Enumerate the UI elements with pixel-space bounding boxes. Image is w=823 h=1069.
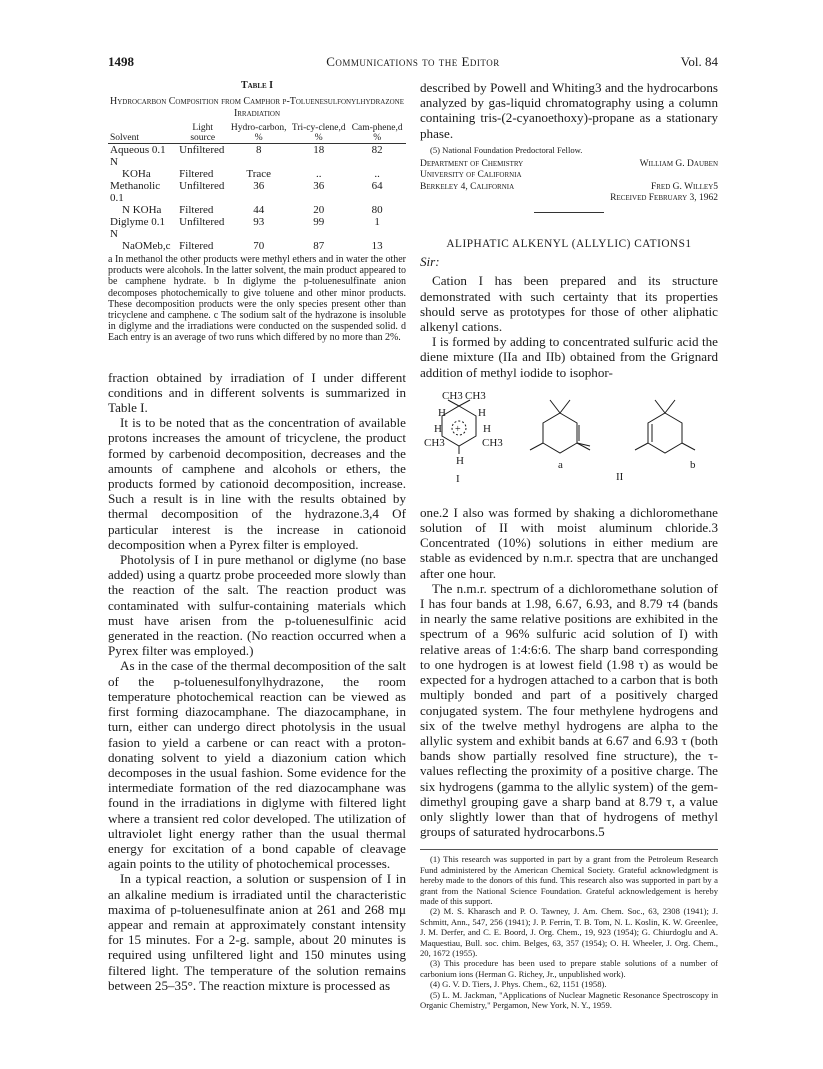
table-cell: 93: [253, 216, 265, 228]
affiliation-block: [420, 159, 718, 204]
data-table: [108, 124, 406, 252]
footnote: (4) G. V. D. Tiers, J. Phys. Chem., 62, 1151 (1958).: [430, 979, 607, 990]
table-cell: Filtered: [179, 204, 214, 216]
table-cell: 44: [253, 204, 265, 216]
table-row: [108, 168, 406, 180]
h-label: H: [456, 454, 464, 467]
table-cell: 18: [313, 144, 325, 156]
h-label: H: [434, 422, 442, 435]
body-paragraph: In a typical reaction, a solution or suspension of I in an alkaline medium is irradiated until the characteristic maxima of p-toluenesulfinate anion at 261 and 268 mμ appear and remain at approximately constant intensity for 15 minutes. For a 2-g. sample, about 20 minutes is required using unfiltered light and 150 minutes using filtered light. The temperature of the solution remains between 25–35°. The reaction mixture is processed as: [108, 871, 406, 993]
table-cell: KOHa: [122, 168, 151, 180]
section-divider: [534, 212, 604, 213]
table-cell: 99: [313, 216, 325, 228]
structure-label-b: b: [690, 458, 696, 471]
table-cell: ..: [374, 168, 380, 180]
table-cell: 70: [253, 240, 265, 252]
fellowship-footnote: [420, 145, 718, 155]
structure-IIa: [530, 400, 590, 453]
table-cell: Unfiltered: [179, 216, 225, 228]
table-cell: Trace: [246, 168, 272, 180]
body-paragraph: Photolysis of I in pure methanol or diglyme (no base added) using a quartz probe proceeded more slowly than the reaction of the salt. The reaction product was contaminated with sulfur-containing materials which must have arisen from the p-toluenesulfinic acid generated in the reaction. (No reaction occurred when a Pyrex filter was employed.): [108, 552, 406, 659]
table-cell: 8: [255, 144, 262, 156]
structure-label-I: I: [456, 472, 460, 485]
table-row: [108, 204, 406, 216]
article-title: ALIPHATIC ALKENYL (ALLYLIC) CATIONS1: [446, 238, 692, 251]
footnote-text: (5) National Foundation Predoctoral Fellow.: [430, 144, 583, 155]
footnote: (2) M. S. Kharasch and P. O. Tawney, J. Am. Chem. Soc., 63, 2308 (1941); J. Schmitt, Ann., 547, 256 (1941); J. P. Ferrin, T. B. Tom, N. L. Koslin, K. W. Greenlee, J. M. Derfer, and C. E. Boord, J. Org. Chem., 19, 923 (1954); G. Chiurdoglu and A. Maquestiau, Bull. soc. chim. Belges, 63, 357 (1954); O. H. Wheeler, J. Org. Chem., 20, 1672 (1955).: [420, 906, 718, 958]
table-header-cell: Light source: [190, 123, 216, 143]
table-header-cell: Solvent: [110, 132, 140, 143]
running-head: Communications to the Editor: [326, 54, 500, 69]
ch3-label: CH3: [442, 389, 463, 402]
structure-label-II: II: [616, 470, 624, 483]
table-cell: 87: [313, 240, 325, 252]
body-paragraph: one.2 I also was formed by shaking a dichloromethane solution of II with moist aluminum chloride.3 Concentrated (10%) solutions in either medium are stable as evidenced by n.m.r. spectra that are unchanged after one hour.: [420, 504, 718, 581]
table-title: Hydrocarbon Composition from Camphor p-Toluenesulfonylhydrazone Irradiation: [110, 96, 404, 119]
department: Department of Chemistry: [420, 159, 524, 170]
table-cell: 82: [371, 144, 383, 156]
table-cell: 80: [371, 204, 383, 216]
table-cell: 1: [374, 216, 380, 228]
footnote: (3) This procedure has been used to prepare stable solutions of a number of carbonium ions (Herman G. Richey, Jr., unpublished work).: [420, 958, 718, 979]
table-cell: Unfiltered: [179, 180, 225, 192]
table-cell: 64: [371, 180, 383, 192]
table-cell: Filtered: [179, 168, 214, 180]
table-cell: N KOHa: [122, 204, 162, 216]
body-paragraph: It is to be noted that as the concentration of available protons increases the amount of tricyclene, the product formed by carbenoid decomposition, decreases and the amounts of camphene and alcohols or ethers, the products formed by cationoid decomposition, increase. Such a result is in line with the results obtained by thermal decomposition of the hydrazone.3,4 Of particular interest is the increase in cationoid decomposition when a Pyrex filter is employed.: [108, 415, 406, 552]
table-caption: Table I: [240, 80, 274, 91]
h-label: H: [483, 422, 491, 435]
page-number: 1498: [108, 54, 134, 69]
table-footnotes: a In methanol the other products were methyl ethers and in water the other products were alcohols. In the latter solvent, the main product appeared to be camphene hydrate. b In diglyme the p-toluenesulfinate anion decomposes photochemically to give toluene and other minor products. These decomposition products were the only species present other than tricyclene and camphene. c The sodium salt of the hydrazone is insoluble in diglyme and the irradiations were conducted on the suspended solid. d Each entry is an average of two runs which differed by no more than 2%.: [108, 254, 406, 344]
h-label: H: [438, 406, 446, 419]
table-cell: 20: [313, 204, 325, 216]
left-column: [108, 80, 406, 993]
h-label: H: [478, 406, 486, 419]
structure-label-a: a: [558, 458, 563, 471]
university: University of California: [420, 170, 522, 181]
structure-IIb: [635, 400, 695, 453]
footnote-separator: [420, 849, 718, 850]
table-cell: Aqueous 0.1 N: [110, 144, 166, 168]
ch3-label: CH3: [465, 389, 486, 402]
table-cell: Methanolic 0.1: [110, 180, 161, 204]
ch3-label: CH3: [424, 436, 445, 449]
table-row: [108, 216, 406, 240]
footnote: (5) L. M. Jackman, "Applications of Nuclear Magnetic Resonance Spectroscopy in Organic Chemistry," Pergamon, New York, N. Y., 1959.: [420, 989, 718, 1011]
author-name: William G. Dauben: [639, 159, 718, 170]
author-name: Fred G. Willey5: [650, 181, 718, 192]
body-paragraph: described by Powell and Whiting3 and the hydrocarbons analyzed by gas-liquid chromatography using a column containing tris-(2-cyanoethoxy)-propane as a stationary phase.: [420, 80, 718, 141]
ch3-label: CH3: [482, 436, 503, 449]
plus-sign: +: [455, 423, 461, 435]
table-row: [108, 180, 406, 204]
body-paragraph: Cation I has been prepared and its structure demonstrated with such certainty that its properties should serve as prototypes for those of other aliphatic alkenyl cations.: [420, 273, 718, 335]
received-date: Received February 3, 1962: [610, 192, 718, 203]
structure-diagram: [420, 388, 718, 503]
footnotes: [420, 854, 718, 1010]
table-header-cell: Hydro-carbon, %: [230, 123, 287, 143]
table-header-row: [108, 124, 406, 144]
city: Berkeley 4, California: [420, 181, 515, 192]
table-cell: Diglyme 0.1 N: [110, 216, 165, 240]
table-cell: 36: [313, 180, 325, 192]
salutation: Sir:: [420, 254, 440, 270]
footnote: (1) This research was supported in part by a grant from the Petroleum Research Fund administered by the American Chemical Society. Grateful acknowledgment is hereby made to the donors of this fund. This research also was supported in part by a grant from the National Science Foundation. Grateful acknowledgement is hereby made of this support.: [420, 854, 718, 906]
body-paragraph: fraction obtained by irradiation of I under different conditions and in different solvents is summarized in Table I.: [108, 369, 406, 416]
volume-label: Vol. 84: [680, 54, 718, 69]
body-paragraph: The n.m.r. spectrum of a dichloromethane solution of I has four bands at 1.98, 6.67, 6.93, and 8.79 τ4 (bands in nearly the same relative positions are exhibited in the spectrum of a 96% sulfuric acid solution of I) with relative areas of 1:4:6:6. The sharp band corresponding to one hydrogen is at lowest field (1.98 τ) as would be expected for a hydrogen attached to a carbon that is both multiply bonded and part of a positively charged conjugated system. The four methylene hydrogens and six of the twelve methyl hydrogens are alpha to the allylic system and exhibit bands at 6.67 and 6.93 τ (both bands show partially resolved fine structure), the τ-values reflecting the proximity of a positive charge. The six hydrogens (gamma to the allylic system) of the gem-dimethyl grouping gave a sharp band at 8.79 τ, a value only slightly lower than that of hydrogens of methyl groups of saturated hydrocarbons.5: [420, 580, 718, 840]
table-cell: Unfiltered: [179, 144, 225, 156]
table-header-cell: Tri-cy-clene,d %: [291, 123, 346, 143]
table-cell: Filtered: [179, 240, 214, 252]
table-row: [108, 144, 406, 169]
body-paragraph: As in the case of the thermal decomposition of the salt of the p-toluenesulfonylhydrazone, the room temperature photochemical reaction can be viewed as first forming diazocamphane. The diazocamphane, in turn, either can undergo direct photolysis in the usual fasion to yield a carbene or can react with a proton-donating solvent to yield a diazonium cation which decomposes in the usual fashion. Some evidence for the intermediate formation of the red diazocamphane was found in the irradiations in diglyme with filtered light where a transient red color developed. The utilization of ultraviolet light energy rather than the usual thermal energy for excitation of a bond capable of cleavage again points to the utility of photochemical processes.: [108, 658, 406, 872]
structure-I: [424, 390, 503, 485]
body-paragraph: I is formed by adding to concentrated sulfuric acid the diene mixture (IIa and IIb) obtained from the Grignard addition of methyl iodide to isophor-: [420, 334, 718, 380]
chemical-structures: [420, 388, 718, 503]
table-cell: NaOMeb,c: [122, 240, 171, 252]
table-row: [108, 240, 406, 252]
right-column: [420, 80, 718, 1010]
table-cell: ..: [316, 168, 322, 180]
table-cell: 36: [253, 180, 265, 192]
table-cell: 13: [371, 240, 383, 252]
running-header: [108, 54, 718, 74]
table-header-cell: Cam-phene,d %: [351, 123, 403, 143]
